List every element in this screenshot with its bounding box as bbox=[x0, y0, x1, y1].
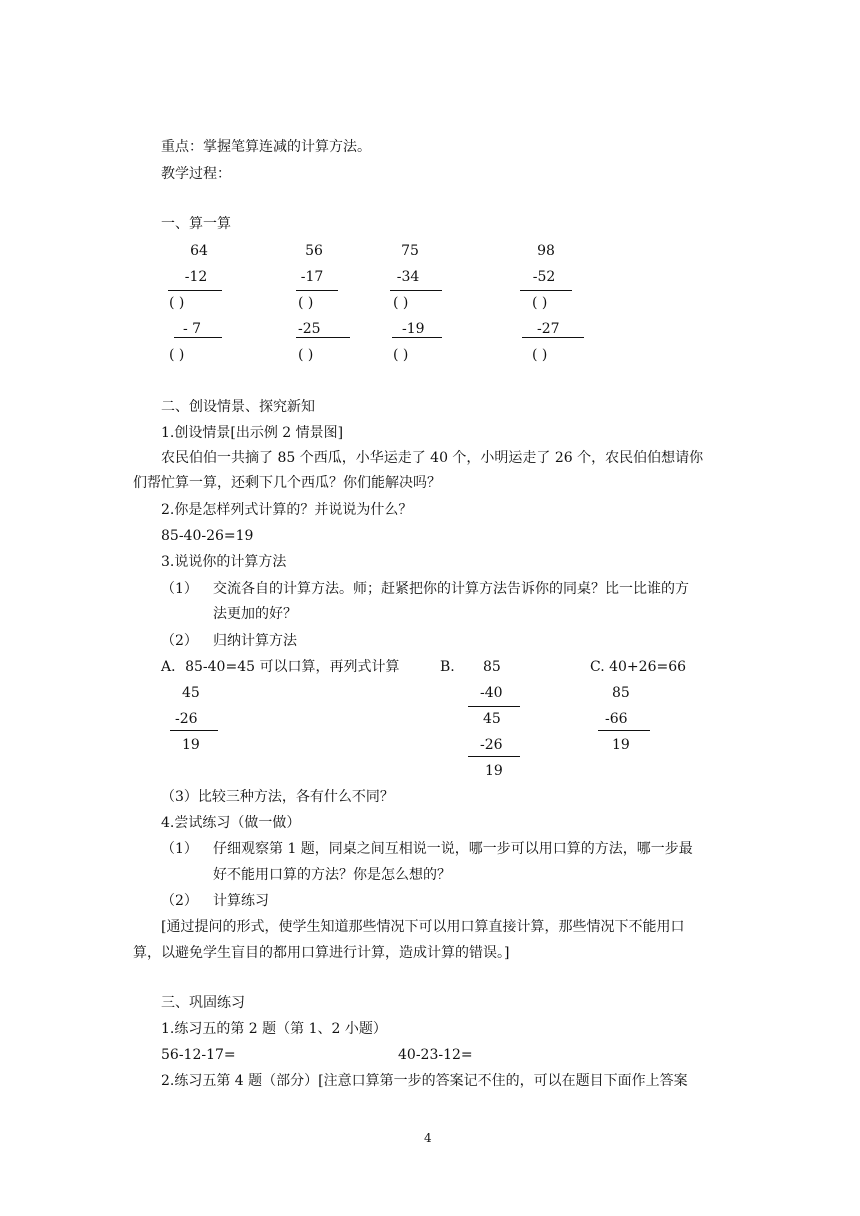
problem-subtrahend-1: -12 bbox=[184, 269, 208, 285]
problem-blank-1: ( ) bbox=[298, 295, 314, 311]
method-c-top: 85 bbox=[612, 685, 630, 701]
method-c-subtrahend: -66 bbox=[605, 711, 628, 727]
item-1-line-1: 交流各自的计算方法。师；赶紧把你的计算方法告诉你的同桌？比一比谁的方 bbox=[213, 581, 689, 597]
item-1-number: （1） bbox=[161, 581, 198, 597]
problem-blank-2: ( ) bbox=[298, 347, 314, 363]
problem-blank-2: ( ) bbox=[532, 347, 548, 363]
item-2-text: 归纳计算方法 bbox=[213, 633, 297, 649]
step-1-heading: 1.创设情景[出示例 2 情景图] bbox=[161, 425, 344, 441]
try-item-1-number: （1） bbox=[161, 841, 198, 857]
problem-rule-1 bbox=[520, 290, 572, 291]
problem-blank-2: ( ) bbox=[169, 347, 185, 363]
problem-subtrahend-2: -27 bbox=[537, 321, 560, 337]
try-item-2-number: （2） bbox=[161, 893, 198, 909]
step-4-heading: 4.尝试练习（做一做） bbox=[161, 815, 301, 831]
try-item-1-line-1: 仔细观察第 1 题，同桌之间互相说一说，哪一步可以用口算的方法，哪一步最 bbox=[213, 841, 693, 857]
problem-top-number: 98 bbox=[537, 243, 555, 259]
problem-subtrahend-1: -34 bbox=[396, 269, 420, 285]
problem-rule-1 bbox=[168, 290, 222, 291]
method-c-label: C. 40+26=66 bbox=[590, 659, 687, 675]
problem-rule-2 bbox=[296, 337, 350, 338]
problem-subtrahend-1: -17 bbox=[300, 269, 324, 285]
problem-subtrahend-1: -52 bbox=[532, 269, 556, 285]
story-line-2: 们帮忙算一算，还剩下几个西瓜？你们能解决吗？ bbox=[133, 475, 441, 491]
method-b-middle: 45 bbox=[483, 711, 501, 727]
note-line-1: [通过提问的形式，使学生知道那些情况下可以用口算直接计算，那些情况下不能用口 bbox=[161, 919, 685, 935]
problem-rule-1 bbox=[390, 290, 442, 291]
item-1-line-2: 法更加的好？ bbox=[213, 606, 297, 622]
step-2-heading: 2.你是怎样列式计算的？并说说为什么？ bbox=[161, 502, 413, 518]
exercise-2: 40-23-12= bbox=[398, 1047, 473, 1063]
method-c-result: 19 bbox=[612, 737, 630, 753]
method-a-rule bbox=[170, 730, 218, 731]
method-b-rule-2 bbox=[468, 756, 520, 757]
problem-top-number: 75 bbox=[401, 243, 419, 259]
problem-subtrahend-2: -25 bbox=[298, 321, 321, 337]
story-line-1: 农民伯伯一共摘了 85 个西瓜，小华运走了 40 个，小明运走了 26 个，农民伯伯想请你 bbox=[161, 450, 704, 466]
method-a-result: 19 bbox=[182, 737, 200, 753]
method-c-rule bbox=[598, 730, 650, 731]
problem-blank-1: ( ) bbox=[169, 295, 185, 311]
item-3-text: （3）比较三种方法，各有什么不同？ bbox=[161, 789, 394, 805]
problem-blank-1: ( ) bbox=[532, 295, 548, 311]
exercise-1: 56-12-17= bbox=[161, 1047, 236, 1063]
problem-subtrahend-2: - 7 bbox=[183, 321, 202, 337]
problem-rule-2 bbox=[174, 337, 222, 338]
problem-top-number: 64 bbox=[190, 243, 208, 259]
practice-1-heading: 1.练习五的第 2 题（第 1、2 小题） bbox=[161, 1021, 387, 1037]
method-b-rule-1 bbox=[468, 706, 520, 707]
method-a-top: 45 bbox=[182, 685, 200, 701]
method-b-result: 19 bbox=[485, 763, 503, 779]
problem-rule-2 bbox=[392, 337, 442, 338]
method-a-subtrahend: -26 bbox=[175, 711, 198, 727]
process-title: 教学过程： bbox=[161, 166, 231, 182]
step-3-heading: 3.说说你的计算方法 bbox=[161, 554, 287, 570]
problem-blank-2: ( ) bbox=[393, 347, 409, 363]
practice-2-heading: 2.练习五第 4 题（部分）[注意口算第一步的答案记不住的，可以在题目下面作上答案 bbox=[161, 1073, 688, 1089]
section-1-title: 一、算一算 bbox=[161, 216, 231, 232]
try-item-1-line-2: 好不能用口算的方法？你是怎么想的？ bbox=[213, 867, 451, 883]
key-point: 重点：掌握笔算连减的计算方法。 bbox=[161, 139, 371, 155]
problem-subtrahend-2: -19 bbox=[402, 321, 425, 337]
section-2-title: 二、创设情景、探究新知 bbox=[161, 399, 315, 415]
problem-rule-1 bbox=[296, 290, 338, 291]
method-b-subtrahend-2: -26 bbox=[480, 737, 503, 753]
problem-rule-2 bbox=[522, 337, 584, 338]
problem-top-number: 56 bbox=[305, 243, 323, 259]
method-a-label: A．85-40=45 可以口算，再列式计算 bbox=[161, 659, 400, 675]
try-item-2-text: 计算练习 bbox=[213, 893, 269, 909]
note-line-2: 算，以避免学生盲目的都用口算进行计算，造成计算的错误。] bbox=[133, 945, 510, 961]
equation: 85-40-26=19 bbox=[161, 528, 254, 544]
method-b-top: 85 bbox=[483, 659, 501, 675]
page-number: 4 bbox=[424, 1131, 432, 1145]
item-2-number: （2） bbox=[161, 633, 198, 649]
method-b-label: B. bbox=[440, 659, 455, 675]
problem-blank-1: ( ) bbox=[393, 295, 409, 311]
section-3-title: 三、巩固练习 bbox=[161, 995, 245, 1011]
method-b-subtrahend-1: -40 bbox=[480, 685, 503, 701]
